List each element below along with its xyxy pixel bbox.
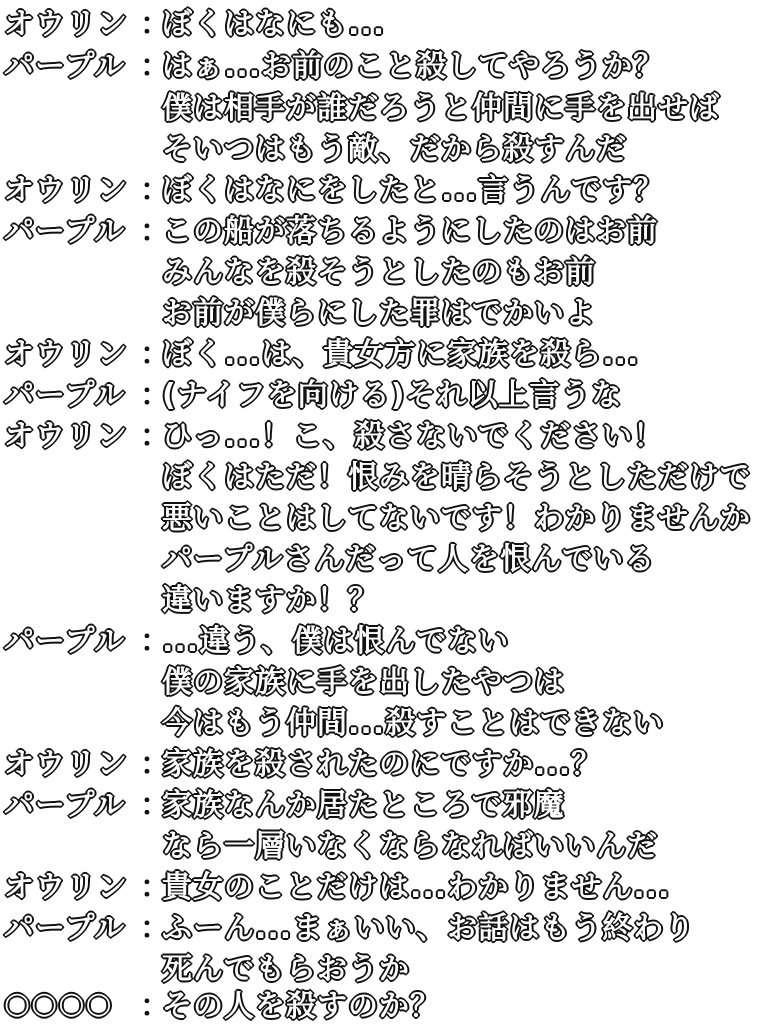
separator: ： [140,989,170,1024]
dialogue-text: 僕の家族に手を出したやつは [162,665,565,700]
dialogue-line-10 [4,371,768,413]
dialogue-text: 家族なんか居たところで邪魔 [162,788,565,823]
speaker-name: オウリン [4,870,128,905]
dialogue-line-8 [4,289,768,331]
dialogue-line-4 [4,125,768,167]
dialogue-text: はぁ...お前のこと殺してやろうか？ [162,49,665,84]
dialogue-line-9 [4,330,768,372]
dialogue-text: ...違う、僕は恨んでない [162,624,510,659]
speaker-name: オウリン [4,337,128,372]
dialogue-text: その人を殺すのか？ [162,989,441,1024]
dialogue-text: お前が僕らにした罪はでかいよ [162,296,596,331]
dialogue-text: ぼくはなにも... [162,7,386,42]
speaker-name: ○○○○ [4,985,113,1021]
dialogue-line-18 [4,699,768,741]
separator: ： [140,49,170,84]
dialogue-text: 貴女のことだけは...わかりません... [162,870,671,905]
dialogue-text: 今はもう仲間...殺すことはできない [162,706,665,741]
dialogue-line-5 [4,166,768,208]
separator: ： [140,214,170,249]
dialogue-text: 悪いことはしてないです！わかりませんか [162,501,751,536]
dialogue-line-12 [4,453,768,495]
dialogue-text: ひっ...！こ、殺さないでください！ [162,419,665,454]
dialogue-text: パープルさんだって人を恨んでいる [162,542,656,577]
dialogue-line-15 [4,576,768,618]
speaker-name: パープル [4,624,126,659]
dialogue-text: 違いますか！？ [162,583,379,618]
speaker-name: パープル [4,49,126,84]
speaker-name: パープル [4,378,126,413]
separator: ： [140,337,170,372]
speaker-name: オウリン [4,173,128,208]
dialogue-line-3 [4,84,768,126]
separator: ： [140,788,170,823]
dialogue-line-6 [4,207,768,249]
dialogue-text: 僕は相手が誰だろうと仲間に手を出せば [162,91,720,126]
dialogue-line-20 [4,781,768,823]
speaker-name: パープル [4,788,126,823]
dialogue-line-22 [4,863,768,905]
separator: ： [140,419,170,454]
dialogue-text: そいつはもう敵、だから殺すんだ [162,132,627,167]
dialogue-text: 死んでもらおうか [162,952,410,987]
separator: ： [140,7,170,42]
dialogue-text: (ナイフを向ける)それ以上言うな [162,378,623,413]
dialogue-line-19 [4,740,768,782]
dialogue-line-2 [4,42,768,84]
dialogue-text: この船が落ちるようにしたのはお前 [162,214,658,249]
dialogue-line-14 [4,535,768,577]
dialogue-line-25 [4,982,768,1024]
dialogue-line-7 [4,248,768,290]
speaker-name: パープル [4,911,126,946]
dialogue-text: なら一層いなくならなればいいんだ [162,829,658,864]
dialogue-text: ぼく...は、貴女方に家族を殺ら... [162,337,640,372]
dialogue-line-21 [4,822,768,864]
dialogue-text: みんなを殺そうとしたのもお前 [162,255,596,290]
speaker-name: オウリン [4,7,128,42]
dialogue-line-17 [4,658,768,700]
speaker-name: パープル [4,214,126,249]
separator: ： [140,624,170,659]
dialogue-line-1 [4,0,768,42]
dialogue-text: ふーん...まぁいい、お話はもう終わり [162,911,696,946]
separator: ： [140,747,170,782]
dialogue-line-11 [4,412,768,454]
separator: ： [140,870,170,905]
speaker-name: オウリン [4,419,128,454]
dialogue-text: 家族を殺されたのにですか...？ [162,747,603,782]
dialogue-text: ぼくはなにをしたと...言うんです？ [162,173,665,208]
separator: ： [140,911,170,946]
separator: ： [140,378,170,413]
dialogue-line-16 [4,617,768,659]
dialogue-line-23 [4,904,768,946]
dialogue-text: ぼくはただ！恨みを晴らそうとしただけで [162,460,751,495]
dialogue-line-13 [4,494,768,536]
separator: ： [140,173,170,208]
speaker-name: オウリン [4,747,128,782]
